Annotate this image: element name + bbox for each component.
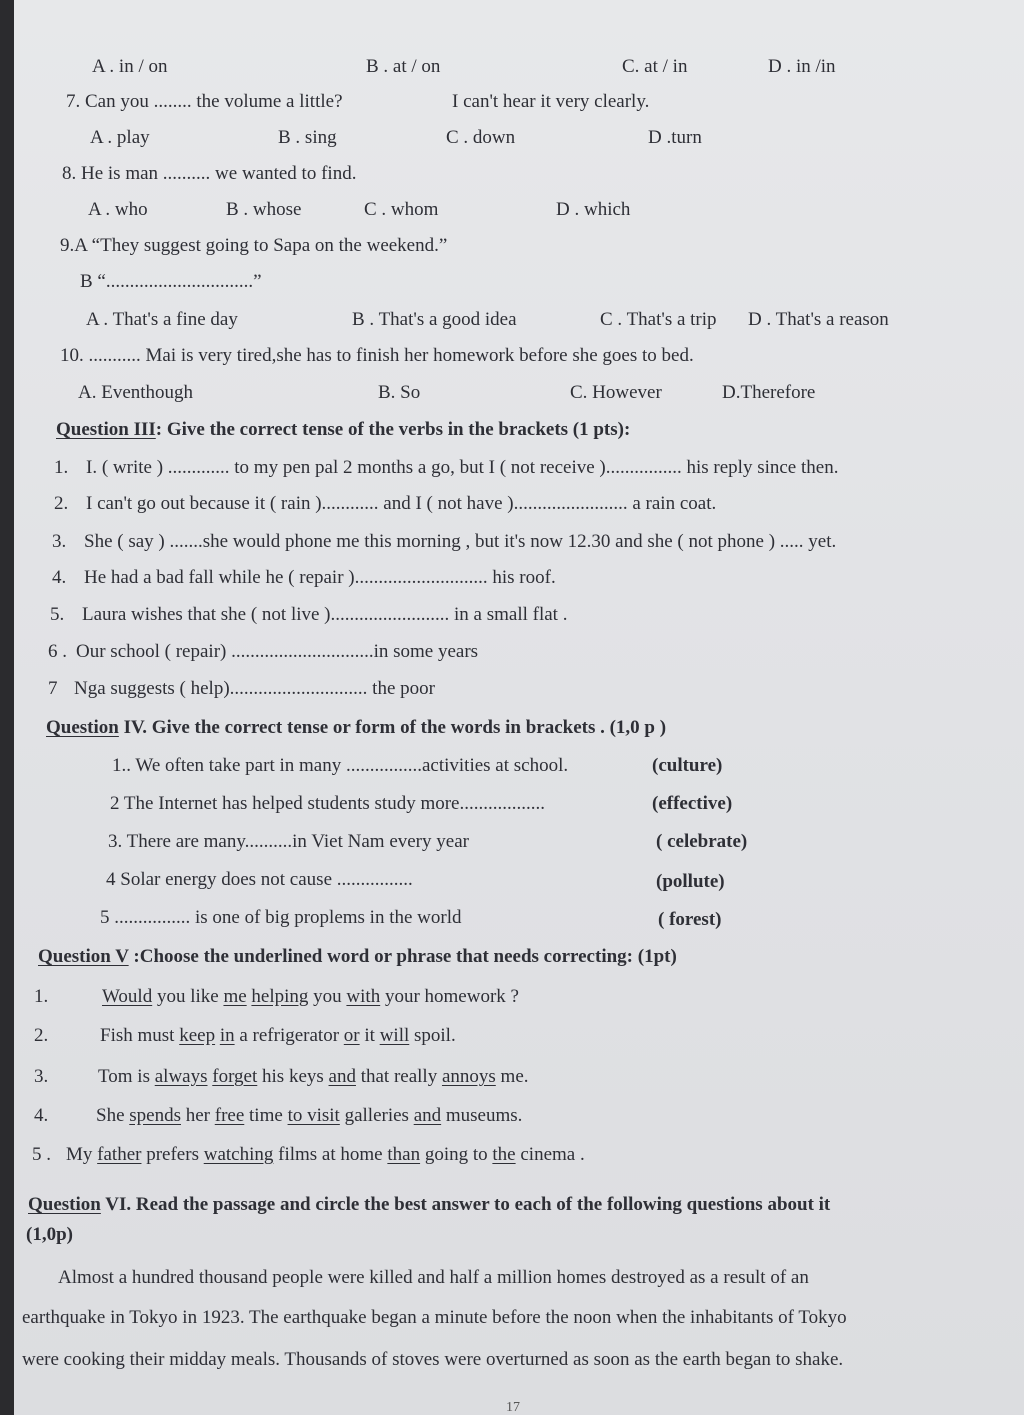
sentence-text: going to <box>420 1144 493 1165</box>
q3-item-4: He had a bad fall while he ( repair )............................ his roof. <box>84 567 556 588</box>
sentence-text: My <box>66 1144 98 1165</box>
underlined-phrase: free <box>214 1105 245 1126</box>
q5-item-number: 3. <box>34 1066 49 1087</box>
underlined-phrase: Would <box>102 986 153 1007</box>
q7-reply: I can't hear it very clearly. <box>452 91 650 112</box>
q9-option-d: D . That's a reason <box>748 309 889 330</box>
q4-item-2: 2 The Internet has helped students study more.................. <box>110 793 545 814</box>
q5-item-4 <box>96 1104 522 1128</box>
q3-item-7: Nga suggests ( help)............................. the poor <box>74 678 435 699</box>
q3-item-2: I can't go out because it ( rain )............ and I ( not have )........................ a rain coat. <box>86 493 717 514</box>
underlined-phrase: always <box>154 1066 208 1087</box>
sentence-text: museums. <box>441 1105 523 1126</box>
underlined-phrase: helping <box>251 986 309 1007</box>
q10-option-c: C. However <box>570 382 662 403</box>
q5-item-number: 5 . <box>32 1144 51 1165</box>
q4-item-1: 1.. We often take part in many ................activities at school. <box>112 755 569 776</box>
question-3-heading <box>56 418 630 442</box>
underlined-phrase: keep <box>179 1025 216 1046</box>
q4-item-4-hint: (pollute) <box>656 871 725 892</box>
sentence-text: films at home <box>273 1144 388 1165</box>
q6-option-b: B . at / on <box>366 56 441 77</box>
sentence-text: Tom is <box>98 1066 155 1087</box>
question-4-label: Question <box>46 717 119 738</box>
q6-option-a: A . in / on <box>92 56 168 77</box>
sentence-text: cinema . <box>515 1144 585 1165</box>
sentence-text: Fish must <box>100 1025 180 1046</box>
q10-stem: 10. ........... Mai is very tired,she has to finish her homework before she goes to bed. <box>60 345 694 366</box>
q10-option-a: A. Eventhough <box>78 382 194 403</box>
question-6-instruction: VI. Read the passage and circle the best answer to each of the following questions about it <box>100 1194 831 1215</box>
q3-item-1: I. ( write ) ............. to my pen pal 2 months a go, but I ( not receive )................ his reply since then. <box>86 457 839 478</box>
passage-line-1: Almost a hundred thousand people were killed and half a million homes destroyed as a result of an <box>58 1267 809 1288</box>
question-5-instruction: :Choose the underlined word or phrase that needs correcting: (1pt) <box>128 946 677 967</box>
q5-item-2 <box>100 1024 456 1048</box>
sentence-text: her <box>180 1105 215 1126</box>
question-5-label: Question V <box>38 946 129 967</box>
q4-item-1-hint: (culture) <box>652 755 723 776</box>
q9-b-line: B “...............................” <box>80 271 262 292</box>
underlined-phrase: the <box>492 1144 516 1165</box>
q8-option-a: A . who <box>88 199 148 220</box>
question-6-label: Question <box>28 1194 101 1215</box>
sentence-text: you like <box>152 986 224 1007</box>
q5-item-number: 2. <box>34 1025 49 1046</box>
passage-line-2: earthquake in Tokyo in 1923. The earthquake began a minute before the noon when the inhabitants of Tokyo <box>22 1307 847 1328</box>
q3-item-number: 6 . <box>48 641 67 662</box>
sentence-text: time <box>244 1105 288 1126</box>
sentence-text: prefers <box>141 1144 204 1165</box>
q3-item-6: Our school ( repair) ..............................in some years <box>76 641 479 662</box>
q9-stem: 9.A “They suggest going to Sapa on the weekend.” <box>60 235 448 256</box>
q3-item-number: 2. <box>54 493 69 514</box>
underlined-phrase: watching <box>203 1144 274 1165</box>
underlined-phrase: spends <box>129 1105 181 1126</box>
q5-item-3 <box>98 1065 529 1089</box>
q4-item-4: 4 Solar energy does not cause ................ <box>106 869 413 890</box>
q9-option-b: B . That's a good idea <box>352 309 517 330</box>
question-5-heading <box>38 945 677 969</box>
underlined-phrase: than <box>387 1144 421 1165</box>
q5-item-number: 4. <box>34 1105 49 1126</box>
q8-stem: 8. He is man .......... we wanted to find. <box>62 163 357 184</box>
exam-page <box>14 0 1024 1415</box>
q3-item-number: 4. <box>52 567 67 588</box>
underlined-phrase: will <box>379 1025 410 1046</box>
q9-option-c: C . That's a trip <box>600 309 717 330</box>
underlined-phrase: to visit <box>287 1105 340 1126</box>
q7-option-b: B . sing <box>278 127 337 148</box>
sentence-text: your homework ? <box>380 986 519 1007</box>
sentence-text: that really <box>355 1066 442 1087</box>
q8-option-b: B . whose <box>226 199 302 220</box>
q6-option-c: C. at / in <box>622 56 688 77</box>
q3-item-5: Laura wishes that she ( not live )......................... in a small flat . <box>82 604 568 625</box>
q3-item-number: 7 <box>48 678 58 699</box>
q9-option-a: A . That's a fine day <box>86 309 238 330</box>
underlined-phrase: annoys <box>441 1066 496 1087</box>
sentence-text: She <box>96 1105 130 1126</box>
underlined-phrase: in <box>219 1025 235 1046</box>
q8-option-d: D . which <box>556 199 631 220</box>
question-3-label: Question III <box>56 419 156 440</box>
question-3-instruction: : Give the correct tense of the verbs in the brackets (1 pts): <box>155 419 631 440</box>
sentence-text: a refrigerator <box>234 1025 344 1046</box>
underlined-phrase: and <box>413 1105 442 1126</box>
q3-item-number: 1. <box>54 457 69 478</box>
q3-item-number: 5. <box>50 604 65 625</box>
q10-option-d: D.Therefore <box>722 382 816 403</box>
sentence-text: me. <box>495 1066 529 1087</box>
q3-item-3: She ( say ) .......she would phone me this morning , but it's now 12.30 and she ( not phone ) ..... yet. <box>84 531 837 552</box>
underlined-phrase: and <box>328 1066 356 1087</box>
q3-item-number: 3. <box>52 531 67 552</box>
q4-item-3: 3. There are many..........in Viet Nam every year <box>108 831 469 852</box>
q5-item-1 <box>102 985 519 1009</box>
underlined-phrase: father <box>97 1144 142 1165</box>
sentence-text: it <box>359 1025 380 1046</box>
underlined-phrase: me <box>223 986 247 1007</box>
question-4-instruction: IV. Give the correct tense or form of the words in brackets . (1,0 p ) <box>118 717 667 738</box>
q4-item-5: 5 ................ is one of big proplems in the world <box>100 907 462 928</box>
q4-item-3-hint: ( celebrate) <box>656 831 748 852</box>
q4-item-5-hint: ( forest) <box>658 909 722 930</box>
sentence-text: his keys <box>257 1066 329 1087</box>
sentence-text: spoil. <box>409 1025 456 1046</box>
underlined-phrase: forget <box>212 1066 258 1087</box>
underlined-phrase: with <box>346 986 381 1007</box>
q7-option-c: C . down <box>446 127 516 148</box>
q7-stem: 7. Can you ........ the volume a little? <box>66 91 343 112</box>
passage-line-3: were cooking their midday meals. Thousands of stoves were overturned as soon as the earth began to shake. <box>22 1349 844 1370</box>
underlined-phrase: or <box>343 1025 360 1046</box>
q5-item-number: 1. <box>34 986 49 1007</box>
q4-item-2-hint: (effective) <box>652 793 733 814</box>
q5-item-5 <box>66 1143 585 1167</box>
question-6-points: (1,0p) <box>26 1224 73 1245</box>
question-4-heading <box>46 716 666 740</box>
q7-option-d: D .turn <box>648 127 702 148</box>
sentence-text: galleries <box>339 1105 414 1126</box>
q8-option-c: C . whom <box>364 199 439 220</box>
q10-option-b: B. So <box>378 382 421 403</box>
q6-option-d: D . in /in <box>768 56 836 77</box>
question-6-heading <box>28 1193 830 1217</box>
sentence-text: you <box>308 986 347 1007</box>
page-number: 17 <box>506 1400 520 1415</box>
q7-option-a: A . play <box>90 127 150 148</box>
